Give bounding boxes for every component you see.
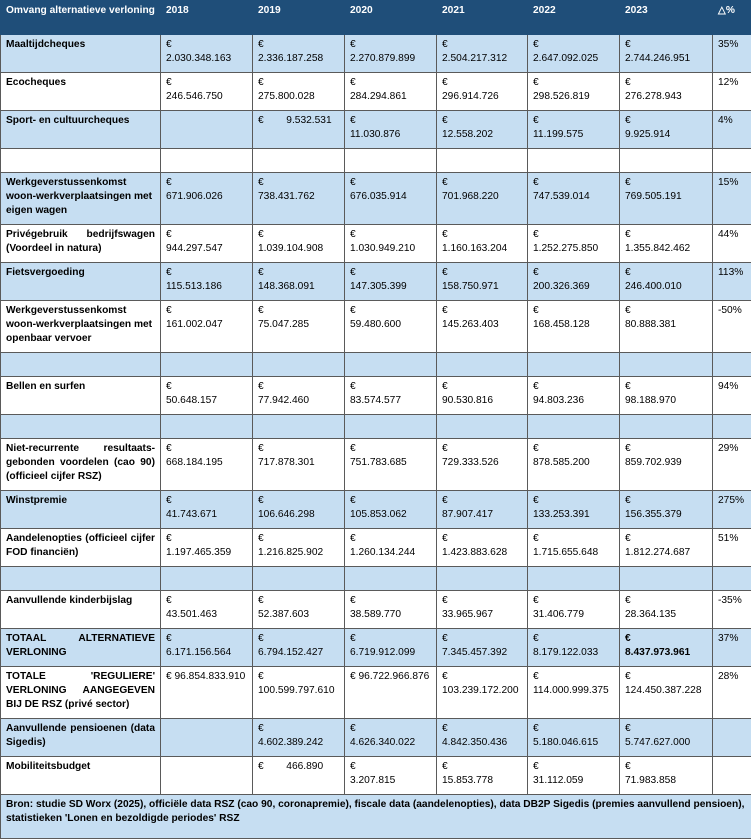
row-label: Aanvullende kinderbijslag [1,591,161,629]
empty-cell [161,149,253,173]
spacer-row [1,415,751,439]
row-label: Fietsvergoeding [1,263,161,301]
table-row [1,73,751,111]
value-cell: € 161.002.047 [161,301,253,353]
value-cell: € 15.853.778 [437,757,528,795]
row-label: Bellen en surfen [1,377,161,415]
value-cell: € 2.647.092.025 [528,35,620,73]
empty-cell [253,415,345,439]
value-cell: € 296.914.726 [437,73,528,111]
value-cell: € 31.406.779 [528,591,620,629]
header-row [1,1,751,35]
value-cell: € 103.239.172.200 [437,667,528,719]
value-cell: € 1.197.465.359 [161,529,253,567]
empty-cell [253,353,345,377]
value-cell: € 106.646.298 [253,491,345,529]
value-cell [161,757,253,795]
header-year: 2018 [161,1,253,35]
value-cell: € 701.968.220 [437,173,528,225]
row-label: Mobiliteitsbudget [1,757,161,795]
value-cell: € 2.744.246.951 [620,35,713,73]
table-row [1,377,751,415]
value-cell: € 148.368.091 [253,263,345,301]
delta-cell [713,757,751,795]
value-cell: € 2.504.217.312 [437,35,528,73]
value-cell: € 738.431.762 [253,173,345,225]
empty-cell [345,415,437,439]
value-cell: € 9.925.914 [620,111,713,149]
table-row [1,35,751,73]
table-row [1,111,751,149]
empty-cell [437,353,528,377]
value-cell: € 6.719.912.099 [345,629,437,667]
delta-cell: -50% [713,301,751,353]
value-cell: € 1.355.842.462 [620,225,713,263]
row-label: Winstpremie [1,491,161,529]
value-cell: € 671.906.026 [161,173,253,225]
value-cell: € 6.171.156.564 [161,629,253,667]
value-cell: € 275.800.028 [253,73,345,111]
delta-cell: 15% [713,173,751,225]
value-cell: € 156.355.379 [620,491,713,529]
delta-cell: 37% [713,629,751,667]
value-cell: € 878.585.200 [528,439,620,491]
value-cell: € 145.263.403 [437,301,528,353]
empty-cell [345,353,437,377]
value-cell: € 4.842.350.436 [437,719,528,757]
value-cell: € 100.599.797.610 [253,667,345,719]
table-row [1,629,751,667]
value-cell: € 1.039.104.908 [253,225,345,263]
row-label: Werkgeverstussenkomst woon-werkverplaatsingen met eigen wagen [1,173,161,225]
value-cell: € 168.458.128 [528,301,620,353]
header-year: 2019 [253,1,345,35]
delta-cell: -35% [713,591,751,629]
delta-cell: 12% [713,73,751,111]
empty-cell [345,567,437,591]
value-cell: € 114.000.999.375 [528,667,620,719]
empty-cell [1,149,161,173]
source-note: Bron: studie SD Worx (2025), officiële data RSZ (cao 90, coronapremie), fiscale data (aandelenopties), data DB2P Sigedis (premies aanvullend pensioen), statistieken 'Lonen en bezoldigde periodes' RSZ [1,795,751,839]
empty-cell [1,353,161,377]
table-row [1,667,751,719]
spacer-row [1,353,751,377]
header-year: 2023 [620,1,713,35]
empty-cell [713,415,751,439]
value-cell: € 769.505.191 [620,173,713,225]
value-cell: € 298.526.819 [528,73,620,111]
delta-cell: 275% [713,491,751,529]
value-cell: € 668.184.195 [161,439,253,491]
spacer-row [1,567,751,591]
value-cell: € 8.179.122.033 [528,629,620,667]
delta-cell: 113% [713,263,751,301]
value-cell: € 28.364.135 [620,591,713,629]
value-cell: € 115.513.186 [161,263,253,301]
value-cell: € 751.783.685 [345,439,437,491]
row-label: Niet-recurrente resultaats-gebonden voordelen (cao 90) (officieel cijfer RSZ) [1,439,161,491]
value-cell [161,111,253,149]
table-row [1,173,751,225]
empty-cell [620,567,713,591]
delta-cell: 94% [713,377,751,415]
value-cell: € 33.965.967 [437,591,528,629]
value-cell: € 246.546.750 [161,73,253,111]
value-cell: € 59.480.600 [345,301,437,353]
value-cell: € 1.260.134.244 [345,529,437,567]
value-cell: € 676.035.914 [345,173,437,225]
empty-cell [253,149,345,173]
delta-cell: 4% [713,111,751,149]
empty-cell [620,149,713,173]
value-cell: € 200.326.369 [528,263,620,301]
empty-cell [437,567,528,591]
row-label: Aandelenopties (officieel cijfer FOD financiën) [1,529,161,567]
empty-cell [620,353,713,377]
value-cell: € 284.294.861 [345,73,437,111]
value-cell: € 1.423.883.628 [437,529,528,567]
value-cell: € 38.589.770 [345,591,437,629]
empty-cell [1,415,161,439]
delta-cell: 29% [713,439,751,491]
table-row [1,301,751,353]
value-cell: € 729.333.526 [437,439,528,491]
value-cell: € 1.715.655.648 [528,529,620,567]
value-cell: € 11.030.876 [345,111,437,149]
value-cell: € 94.803.236 [528,377,620,415]
empty-cell [620,415,713,439]
value-cell: € 1.216.825.902 [253,529,345,567]
value-cell: € 2.030.348.163 [161,35,253,73]
table-row [1,225,751,263]
value-cell: € 5.747.627.000 [620,719,713,757]
value-cell: € 12.558.202 [437,111,528,149]
value-cell: € 90.530.816 [437,377,528,415]
row-label: Privégebruik bedrijfswagen (Voordeel in natura) [1,225,161,263]
value-cell: € 96.854.833.910 [161,667,253,719]
value-cell: € 3.207.815 [345,757,437,795]
value-cell: € 2.270.879.899 [345,35,437,73]
value-cell: € 1.160.163.204 [437,225,528,263]
table-row [1,529,751,567]
row-label: Ecocheques [1,73,161,111]
empty-cell [713,149,751,173]
value-cell: € 80.888.381 [620,301,713,353]
value-cell: € 5.180.046.615 [528,719,620,757]
value-cell: € 1.252.275.850 [528,225,620,263]
delta-cell [713,719,751,757]
empty-cell [528,149,620,173]
value-cell: € 75.047.285 [253,301,345,353]
value-cell: € 105.853.062 [345,491,437,529]
table-row [1,757,751,795]
value-cell: € 466.890 [253,757,345,795]
value-cell: € 747.539.014 [528,173,620,225]
table-row [1,263,751,301]
empty-cell [528,567,620,591]
empty-cell [345,149,437,173]
value-cell: € 246.400.010 [620,263,713,301]
delta-cell: 44% [713,225,751,263]
value-cell: € 6.794.152.427 [253,629,345,667]
value-cell: € 7.345.457.392 [437,629,528,667]
header-year: 2022 [528,1,620,35]
empty-cell [528,415,620,439]
delta-cell: 35% [713,35,751,73]
value-cell: € 77.942.460 [253,377,345,415]
table-row [1,591,751,629]
row-label: Aanvullende pensioenen (data Sigedis) [1,719,161,757]
row-label: TOTALE 'REGULIERE' VERLONING AANGEGEVEN BIJ DE RSZ (privé sector) [1,667,161,719]
header-first-col: Omvang alternatieve verloning [1,1,161,35]
row-label: Sport- en cultuurcheques [1,111,161,149]
value-cell: € 41.743.671 [161,491,253,529]
header-year: 2020 [345,1,437,35]
value-cell [161,719,253,757]
value-cell: € 2.336.187.258 [253,35,345,73]
table-row [1,491,751,529]
value-cell: € 9.532.531 [253,111,345,149]
empty-cell [253,567,345,591]
value-cell: € 43.501.463 [161,591,253,629]
value-cell: € 83.574.577 [345,377,437,415]
value-cell: € 158.750.971 [437,263,528,301]
empty-cell [161,415,253,439]
delta-cell: 51% [713,529,751,567]
value-cell: € 133.253.391 [528,491,620,529]
table-row [1,719,751,757]
table-row [1,439,751,491]
value-cell: € 50.648.157 [161,377,253,415]
value-cell: € 1.812.274.687 [620,529,713,567]
empty-cell [713,567,751,591]
value-cell: € 4.602.389.242 [253,719,345,757]
value-cell: € 96.722.966.876 [345,667,437,719]
delta-cell: 28% [713,667,751,719]
value-cell: € 87.907.417 [437,491,528,529]
value-cell: € 8.437.973.961 [620,629,713,667]
header-year: 2021 [437,1,528,35]
row-label: Maaltijdcheques [1,35,161,73]
value-cell: € 52.387.603 [253,591,345,629]
empty-cell [437,415,528,439]
value-cell: € 11.199.575 [528,111,620,149]
value-cell: € 147.305.399 [345,263,437,301]
spacer-row [1,149,751,173]
value-cell: € 4.626.340.022 [345,719,437,757]
value-cell: € 124.450.387.228 [620,667,713,719]
empty-cell [1,567,161,591]
empty-cell [437,149,528,173]
empty-cell [713,353,751,377]
value-cell: € 944.297.547 [161,225,253,263]
empty-cell [161,353,253,377]
value-cell: € 71.983.858 [620,757,713,795]
empty-cell [528,353,620,377]
empty-cell [161,567,253,591]
value-cell: € 1.030.949.210 [345,225,437,263]
value-cell: € 859.702.939 [620,439,713,491]
row-label: Werkgeverstussenkomst woon-werkverplaatsingen met openbaar vervoer [1,301,161,353]
value-cell: € 717.878.301 [253,439,345,491]
value-cell: € 98.188.970 [620,377,713,415]
row-label: TOTAAL ALTERNATIEVE VERLONING [1,629,161,667]
value-cell: € 31.112.059 [528,757,620,795]
header-delta: △% [713,1,751,35]
value-cell: € 276.278.943 [620,73,713,111]
